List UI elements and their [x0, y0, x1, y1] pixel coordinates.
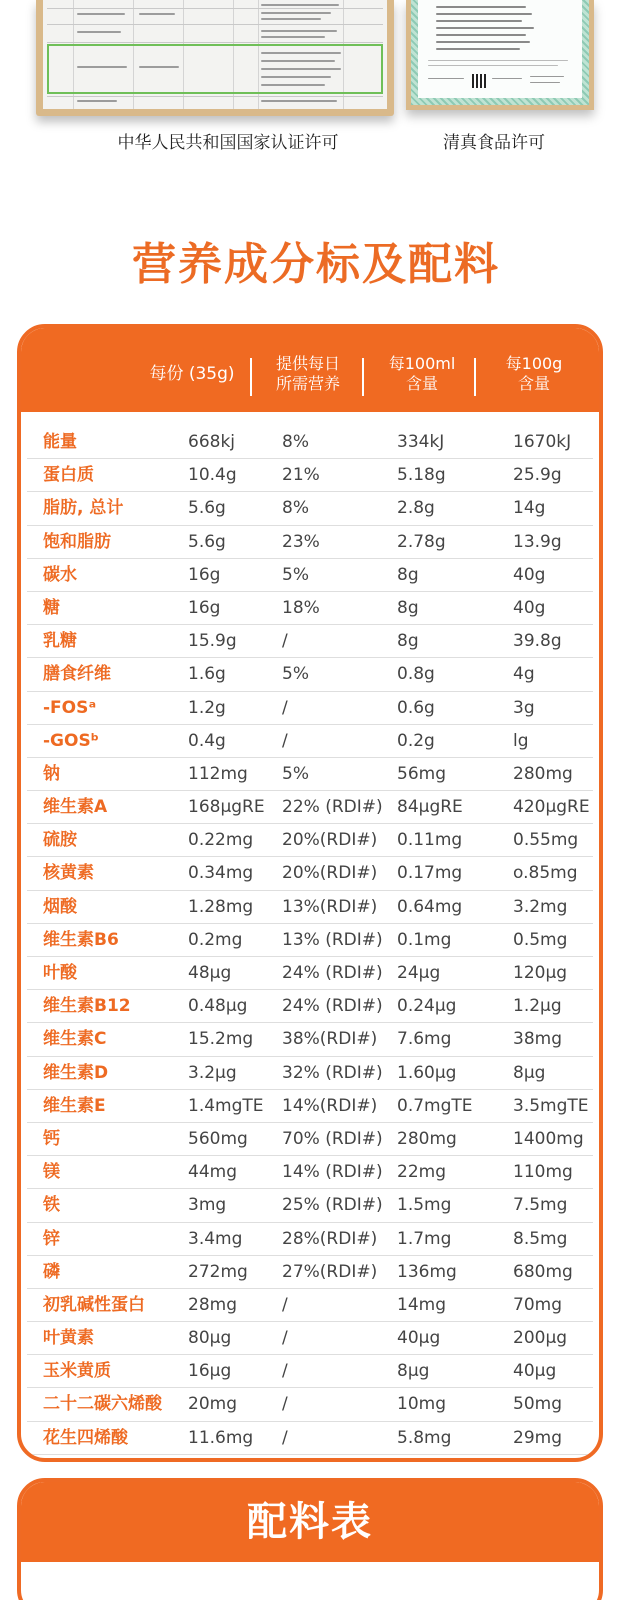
- table-row: [27, 1388, 593, 1421]
- nutrition-table: [17, 324, 603, 1462]
- daily-intake-value: 24% (RDI#): [282, 963, 383, 983]
- nutrient-name: 维生素B6: [43, 929, 119, 950]
- per-100g-value: 3g: [513, 697, 535, 718]
- nutrient-name: 二十二碳六烯酸: [43, 1394, 162, 1415]
- nutrient-name: 维生素D: [43, 1062, 109, 1083]
- nutrient-name: 磷: [43, 1261, 60, 1282]
- per-100ml-value: 8g: [397, 597, 419, 618]
- nutrient-name: 镁: [43, 1162, 60, 1183]
- daily-intake-value: 5%: [282, 564, 309, 585]
- per-100g-value: 25.9g: [513, 465, 562, 486]
- daily-intake-value: /: [282, 730, 288, 751]
- header-per-100ml: 每100ml 含量: [388, 354, 456, 393]
- per-serving-value: 560mg: [188, 1128, 248, 1149]
- table-row: [27, 791, 593, 824]
- per-100g-value: lg: [513, 730, 529, 751]
- doc-text: [436, 6, 526, 8]
- table-row: [27, 758, 593, 791]
- per-100ml-value: 136mg: [397, 1261, 457, 1282]
- doc-text: [428, 60, 568, 61]
- table-row: [27, 1090, 593, 1123]
- per-serving-value: 15.9g: [188, 631, 237, 652]
- per-serving-value: 16g: [188, 597, 221, 618]
- daily-intake-value: 8%: [282, 432, 309, 452]
- per-serving-value: 48μg: [188, 963, 232, 983]
- table-row: [27, 990, 593, 1023]
- per-serving-value: 5.6g: [188, 498, 226, 519]
- doc-text: [261, 36, 325, 38]
- per-100ml-value: 0.2g: [397, 730, 435, 751]
- per-100ml-value: 24μg: [397, 963, 441, 983]
- per-100ml-value: 0.11mg: [397, 830, 463, 851]
- per-100ml-value: 5.8mg: [397, 1427, 452, 1448]
- doc-text: [77, 13, 125, 15]
- per-100ml-value: 0.6g: [397, 697, 435, 718]
- header-per-serving: 每份 (35g): [149, 364, 235, 384]
- table-row: [27, 592, 593, 625]
- per-100ml-value: 0.8g: [397, 664, 435, 685]
- header-divider: [362, 358, 364, 396]
- daily-intake-value: /: [282, 1361, 288, 1382]
- daily-intake-value: 25% (RDI#): [282, 1195, 383, 1216]
- per-100g-value: 1670kJ: [513, 432, 572, 452]
- per-serving-value: 0.2mg: [188, 929, 243, 950]
- doc-text: [261, 4, 339, 6]
- doc-text: [261, 18, 321, 20]
- doc-text: [77, 66, 127, 68]
- per-100g-value: 70mg: [513, 1294, 562, 1315]
- per-100g-value: 38mg: [513, 1029, 562, 1050]
- table-row: [27, 426, 593, 459]
- doc-text: [77, 31, 121, 33]
- nutrient-name: 叶酸: [43, 963, 77, 983]
- per-100ml-value: 22mg: [397, 1162, 446, 1183]
- header-per-100g: 每100g 含量: [505, 354, 563, 393]
- per-serving-value: 28mg: [188, 1294, 237, 1315]
- per-serving-value: 80μg: [188, 1328, 232, 1349]
- daily-intake-value: 22% (RDI#): [282, 797, 383, 818]
- per-100ml-value: 2.78g: [397, 531, 446, 552]
- nutrient-name: 维生素A: [43, 797, 108, 818]
- doc-line: [47, 8, 383, 9]
- nutrient-name: 锌: [43, 1228, 60, 1249]
- per-serving-value: 1.28mg: [188, 896, 254, 917]
- per-100g-value: 7.5mg: [513, 1195, 568, 1216]
- per-100g-value: 40μg: [513, 1361, 557, 1382]
- per-100ml-value: 8g: [397, 631, 419, 652]
- per-serving-value: 3.2μg: [188, 1062, 237, 1083]
- per-100ml-value: 0.64mg: [397, 896, 463, 917]
- table-row: [27, 559, 593, 592]
- halal-certificate-image: [406, 0, 594, 110]
- per-100ml-value: 10mg: [397, 1394, 446, 1415]
- per-100ml-value: 56mg: [397, 763, 446, 784]
- table-row: [27, 526, 593, 559]
- per-100g-value: 29mg: [513, 1427, 562, 1448]
- certificate-border: [411, 0, 589, 105]
- per-100g-value: 0.55mg: [513, 830, 579, 851]
- ingredients-section: [17, 1478, 603, 1600]
- nutrient-name: 饱和脂肪: [43, 531, 111, 552]
- nutrient-name: -GOSᵇ: [43, 730, 99, 751]
- table-row: [27, 1422, 593, 1455]
- doc-text: [492, 78, 522, 79]
- qr-code-icon: [472, 74, 486, 88]
- table-row: [27, 824, 593, 857]
- daily-intake-value: 21%: [282, 465, 320, 486]
- per-100ml-value: 1.5mg: [397, 1195, 452, 1216]
- per-100ml-value: 280mg: [397, 1128, 457, 1149]
- per-100ml-value: 0.17mg: [397, 863, 463, 884]
- doc-text: [436, 48, 520, 50]
- daily-intake-value: 70% (RDI#): [282, 1128, 383, 1149]
- national-certification-caption: 中华人民共和国国家认证许可: [117, 133, 339, 153]
- table-row: [27, 625, 593, 658]
- certificate-document: [43, 0, 387, 109]
- per-serving-value: 5.6g: [188, 531, 226, 552]
- nutrition-rows: [21, 426, 599, 1455]
- per-100g-value: 8.5mg: [513, 1228, 568, 1249]
- doc-text: [261, 60, 335, 62]
- nutrient-name: 钙: [43, 1128, 60, 1149]
- table-row: [27, 1355, 593, 1388]
- per-100g-value: 1400mg: [513, 1128, 584, 1149]
- per-100g-value: 120μg: [513, 963, 568, 983]
- per-serving-value: 0.4g: [188, 730, 226, 751]
- per-100ml-value: 8μg: [397, 1361, 430, 1382]
- daily-intake-value: 27%(RDI#): [282, 1261, 378, 1282]
- table-row: [27, 725, 593, 758]
- per-100ml-value: 5.18g: [397, 465, 446, 486]
- header-divider: [250, 358, 252, 396]
- daily-intake-value: 18%: [282, 597, 320, 618]
- doc-text: [261, 30, 337, 32]
- nutrient-name: 烟酸: [43, 896, 77, 917]
- table-row: [27, 1023, 593, 1056]
- nutrient-name: 核黄素: [43, 863, 94, 884]
- per-100g-value: 40g: [513, 564, 546, 585]
- per-serving-value: 168μgRE: [188, 797, 265, 818]
- halal-caption: 清真食品许可: [443, 133, 545, 153]
- per-serving-value: 112mg: [188, 763, 248, 784]
- doc-text: [436, 13, 532, 15]
- table-row: [27, 1057, 593, 1090]
- daily-intake-value: 14%(RDI#): [282, 1095, 378, 1116]
- daily-intake-value: /: [282, 697, 288, 718]
- per-100g-value: 40g: [513, 597, 546, 618]
- doc-text: [261, 68, 341, 70]
- per-100g-value: 4g: [513, 664, 535, 685]
- daily-intake-value: 38%(RDI#): [282, 1029, 378, 1050]
- per-100g-value: 280mg: [513, 763, 573, 784]
- per-100g-value: 680mg: [513, 1261, 573, 1282]
- table-row: [27, 1289, 593, 1322]
- doc-text: [530, 76, 564, 77]
- per-serving-value: 15.2mg: [188, 1029, 254, 1050]
- per-100g-value: 14g: [513, 498, 546, 519]
- doc-line: [47, 42, 383, 43]
- per-100ml-value: 14mg: [397, 1294, 446, 1315]
- per-100g-value: 8μg: [513, 1062, 546, 1083]
- table-row: [27, 1256, 593, 1289]
- per-serving-value: 3.4mg: [188, 1228, 243, 1249]
- per-100g-value: 3.5mgTE: [513, 1095, 589, 1116]
- nutrient-name: 维生素C: [43, 1029, 107, 1050]
- table-row: [27, 857, 593, 890]
- per-serving-value: 10.4g: [188, 465, 237, 486]
- per-100ml-value: 7.6mg: [397, 1029, 452, 1050]
- daily-intake-value: /: [282, 1394, 288, 1415]
- table-row: [27, 1189, 593, 1222]
- doc-text: [436, 41, 530, 43]
- nutrient-name: 脂肪, 总计: [43, 498, 124, 519]
- per-100g-value: 3.2mg: [513, 896, 568, 917]
- per-100ml-value: 334kJ: [397, 432, 445, 452]
- doc-text: [530, 82, 560, 83]
- certificate-paper: [418, 0, 582, 98]
- per-100g-value: o.85mg: [513, 863, 578, 884]
- per-100ml-value: 8g: [397, 564, 419, 585]
- daily-intake-value: 28%(RDI#): [282, 1228, 378, 1249]
- per-100ml-value: 0.24μg: [397, 996, 457, 1017]
- per-100g-value: 1.2μg: [513, 996, 562, 1017]
- nutrient-name: 乳糖: [43, 631, 77, 652]
- daily-intake-value: 13%(RDI#): [282, 896, 378, 917]
- per-serving-value: 1.2g: [188, 697, 226, 718]
- doc-text: [436, 27, 534, 29]
- per-100g-value: 420μgRE: [513, 797, 590, 818]
- doc-text: [261, 52, 341, 54]
- per-serving-value: 272mg: [188, 1261, 248, 1282]
- daily-intake-value: 20%(RDI#): [282, 863, 378, 884]
- nutrient-name: 叶黄素: [43, 1328, 94, 1349]
- per-100ml-value: 0.7mgTE: [397, 1095, 473, 1116]
- header-daily-intake: 提供每日 所需营养: [275, 354, 340, 393]
- doc-text: [428, 78, 464, 79]
- nutrient-name: 碳水: [43, 564, 77, 585]
- doc-text: [77, 100, 117, 102]
- doc-text: [436, 34, 526, 36]
- doc-text: [428, 65, 558, 66]
- daily-intake-value: /: [282, 1328, 288, 1349]
- nutrient-name: 钠: [43, 763, 60, 784]
- doc-text: [139, 13, 175, 15]
- nutrient-name: 能量: [43, 432, 77, 452]
- daily-intake-value: /: [282, 1294, 288, 1315]
- per-serving-value: 44mg: [188, 1162, 237, 1183]
- header-divider: [474, 358, 476, 396]
- certificates-section: [0, 0, 632, 180]
- nutrient-name: -FOSᵃ: [43, 697, 97, 718]
- daily-intake-value: 5%: [282, 763, 309, 784]
- doc-text: [261, 84, 325, 86]
- table-row: [27, 1322, 593, 1355]
- table-row: [27, 658, 593, 691]
- per-serving-value: 0.34mg: [188, 863, 254, 884]
- doc-line: [47, 96, 383, 97]
- nutrient-name: 糖: [43, 597, 60, 618]
- nutrient-name: 膳食纤维: [43, 664, 111, 685]
- nutrient-name: 玉米黄质: [43, 1361, 111, 1382]
- daily-intake-value: 20%(RDI#): [282, 830, 378, 851]
- doc-text: [139, 66, 179, 68]
- per-100g-value: 200μg: [513, 1328, 568, 1349]
- daily-intake-value: /: [282, 1427, 288, 1448]
- per-100g-value: 0.5mg: [513, 929, 568, 950]
- table-row: [27, 692, 593, 725]
- doc-line: [47, 24, 383, 25]
- doc-text: [261, 76, 331, 78]
- table-row: [27, 492, 593, 525]
- per-serving-value: 11.6mg: [188, 1427, 254, 1448]
- nutrient-name: 铁: [43, 1195, 60, 1216]
- nutrient-name: 硫胺: [43, 830, 77, 851]
- daily-intake-value: 23%: [282, 531, 320, 552]
- table-row: [27, 924, 593, 957]
- nutrient-name: 初乳碱性蛋白: [43, 1294, 145, 1315]
- per-serving-value: 20mg: [188, 1394, 237, 1415]
- per-100ml-value: 2.8g: [397, 498, 435, 519]
- nutrient-name: 维生素E: [43, 1095, 106, 1116]
- national-certification-image: [36, 0, 394, 116]
- table-row: [27, 957, 593, 990]
- daily-intake-value: 32% (RDI#): [282, 1062, 383, 1083]
- per-serving-value: 3mg: [188, 1195, 227, 1216]
- per-100g-value: 13.9g: [513, 531, 562, 552]
- table-row: [27, 1156, 593, 1189]
- per-100g-value: 50mg: [513, 1394, 562, 1415]
- per-serving-value: 1.4mgTE: [188, 1095, 264, 1116]
- per-serving-value: 0.48μg: [188, 996, 248, 1017]
- doc-text: [261, 100, 337, 102]
- table-row: [27, 891, 593, 924]
- daily-intake-value: 13% (RDI#): [282, 929, 383, 950]
- daily-intake-value: 5%: [282, 664, 309, 685]
- doc-text: [261, 12, 331, 14]
- table-row: [27, 459, 593, 492]
- per-100ml-value: 84μgRE: [397, 797, 463, 818]
- nutrition-table-header: [21, 328, 599, 412]
- nutrient-name: 花生四烯酸: [43, 1427, 128, 1448]
- per-100g-value: 110mg: [513, 1162, 573, 1183]
- per-100g-value: 39.8g: [513, 631, 562, 652]
- per-100ml-value: 1.7mg: [397, 1228, 452, 1249]
- daily-intake-value: 24% (RDI#): [282, 996, 383, 1017]
- nutrient-name: 维生素B12: [43, 996, 131, 1017]
- ingredients-title: 配料表: [21, 1482, 599, 1562]
- daily-intake-value: 8%: [282, 498, 309, 519]
- table-row: [27, 1123, 593, 1156]
- section-title: 营养成分标及配料: [132, 239, 500, 290]
- per-100ml-value: 1.60μg: [397, 1062, 457, 1083]
- nutrient-name: 蛋白质: [43, 465, 94, 486]
- per-serving-value: 668kj: [188, 432, 236, 452]
- per-100ml-value: 40μg: [397, 1328, 441, 1349]
- daily-intake-value: /: [282, 631, 288, 652]
- per-100ml-value: 0.1mg: [397, 929, 452, 950]
- per-serving-value: 16μg: [188, 1361, 232, 1382]
- per-serving-value: 16g: [188, 564, 221, 585]
- doc-text: [436, 20, 522, 22]
- daily-intake-value: 14% (RDI#): [282, 1162, 383, 1183]
- table-row: [27, 1223, 593, 1256]
- per-serving-value: 1.6g: [188, 664, 226, 685]
- per-serving-value: 0.22mg: [188, 830, 254, 851]
